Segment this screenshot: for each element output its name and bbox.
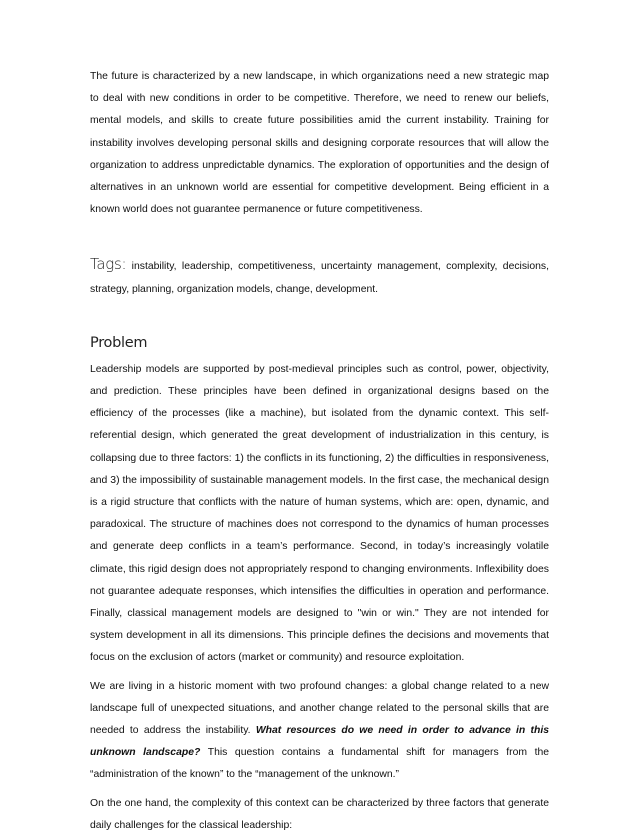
problem-paragraph-3: On the one hand, the complexity of this context can be characterized by three factors that generate daily challenges for the classical leadership: [90,797,549,831]
key-question: What resources do we need in order to advance in this unknown landscape? [90,725,549,759]
paragraph-text: We are living in a historic moment with two profound changes: a global change related to a new landscape full of unexpected situations, and another change related to the personal skills that are needed to address the instability. [90,680,549,737]
tags-list: instability, leadership, competitiveness, uncertainty management, complexity, decisions, strategy, planning, organization models, change, development. [90,261,549,295]
tags-paragraph [90,253,549,300]
paragraph-text: This question contains a fundamental shift for managers from the “administration of the known” to the “management of the unknown.” [90,747,550,781]
section-title-problem: Problem [90,334,148,351]
problem-paragraph-2 [90,676,549,787]
abstract-paragraph: The future is characterized by a new landscape, in which organizations need a new strategic map to deal with new conditions in order to be competitive. Therefore, we need to renew our beliefs, mental models, and skills to create future possibilities amid the current instability. Training for instability involves developing personal skills and designing corporate resources that will allow the organization to address unpredictable dynamics. The exploration of opportunities and the design of alternatives in an unknown world are essential for competitive development. Being efficient in a known world does not guarantee permanence or future competitiveness. [90,71,549,216]
problem-paragraph-1: Leadership models are supported by post-medieval principles such as control, power, objectivity, and prediction. These principles have been defined in organizational designs based on the efficiency of the processes (like a machine), but isolated from the dynamic context. This self-referential design, which generated the great development of industrialization in this century, is collapsing due to three factors: 1) the conflicts in its functioning, 2) the difficulties in responsiveness, and 3) the impossibility of sustainable management models. In the first case, the mechanical design is a rigid structure that conflicts with the nature of human systems, which are: open, dynamic, and paradoxical. The structure of machines does not correspond to the dynamics of human processes and generate deep conflicts in a team’s performance. Second, in today’s increasingly volatile climate, this rigid design does not appropriately respond to changing environments. Inflexibility does not guarantee adequate responses, which intensifies the difficulties in operation and performance. Finally, classical management models are designed to "win or win." They are not intended for system development in all its dimensions. This principle defines the decisions and movements that focus on the exclusion of actors (market or community) and resource exploitation. [90,363,549,664]
document-page [90,66,549,837]
tags-heading: Tags: [90,255,127,274]
spacer [90,221,549,253]
spacer [90,301,549,331]
